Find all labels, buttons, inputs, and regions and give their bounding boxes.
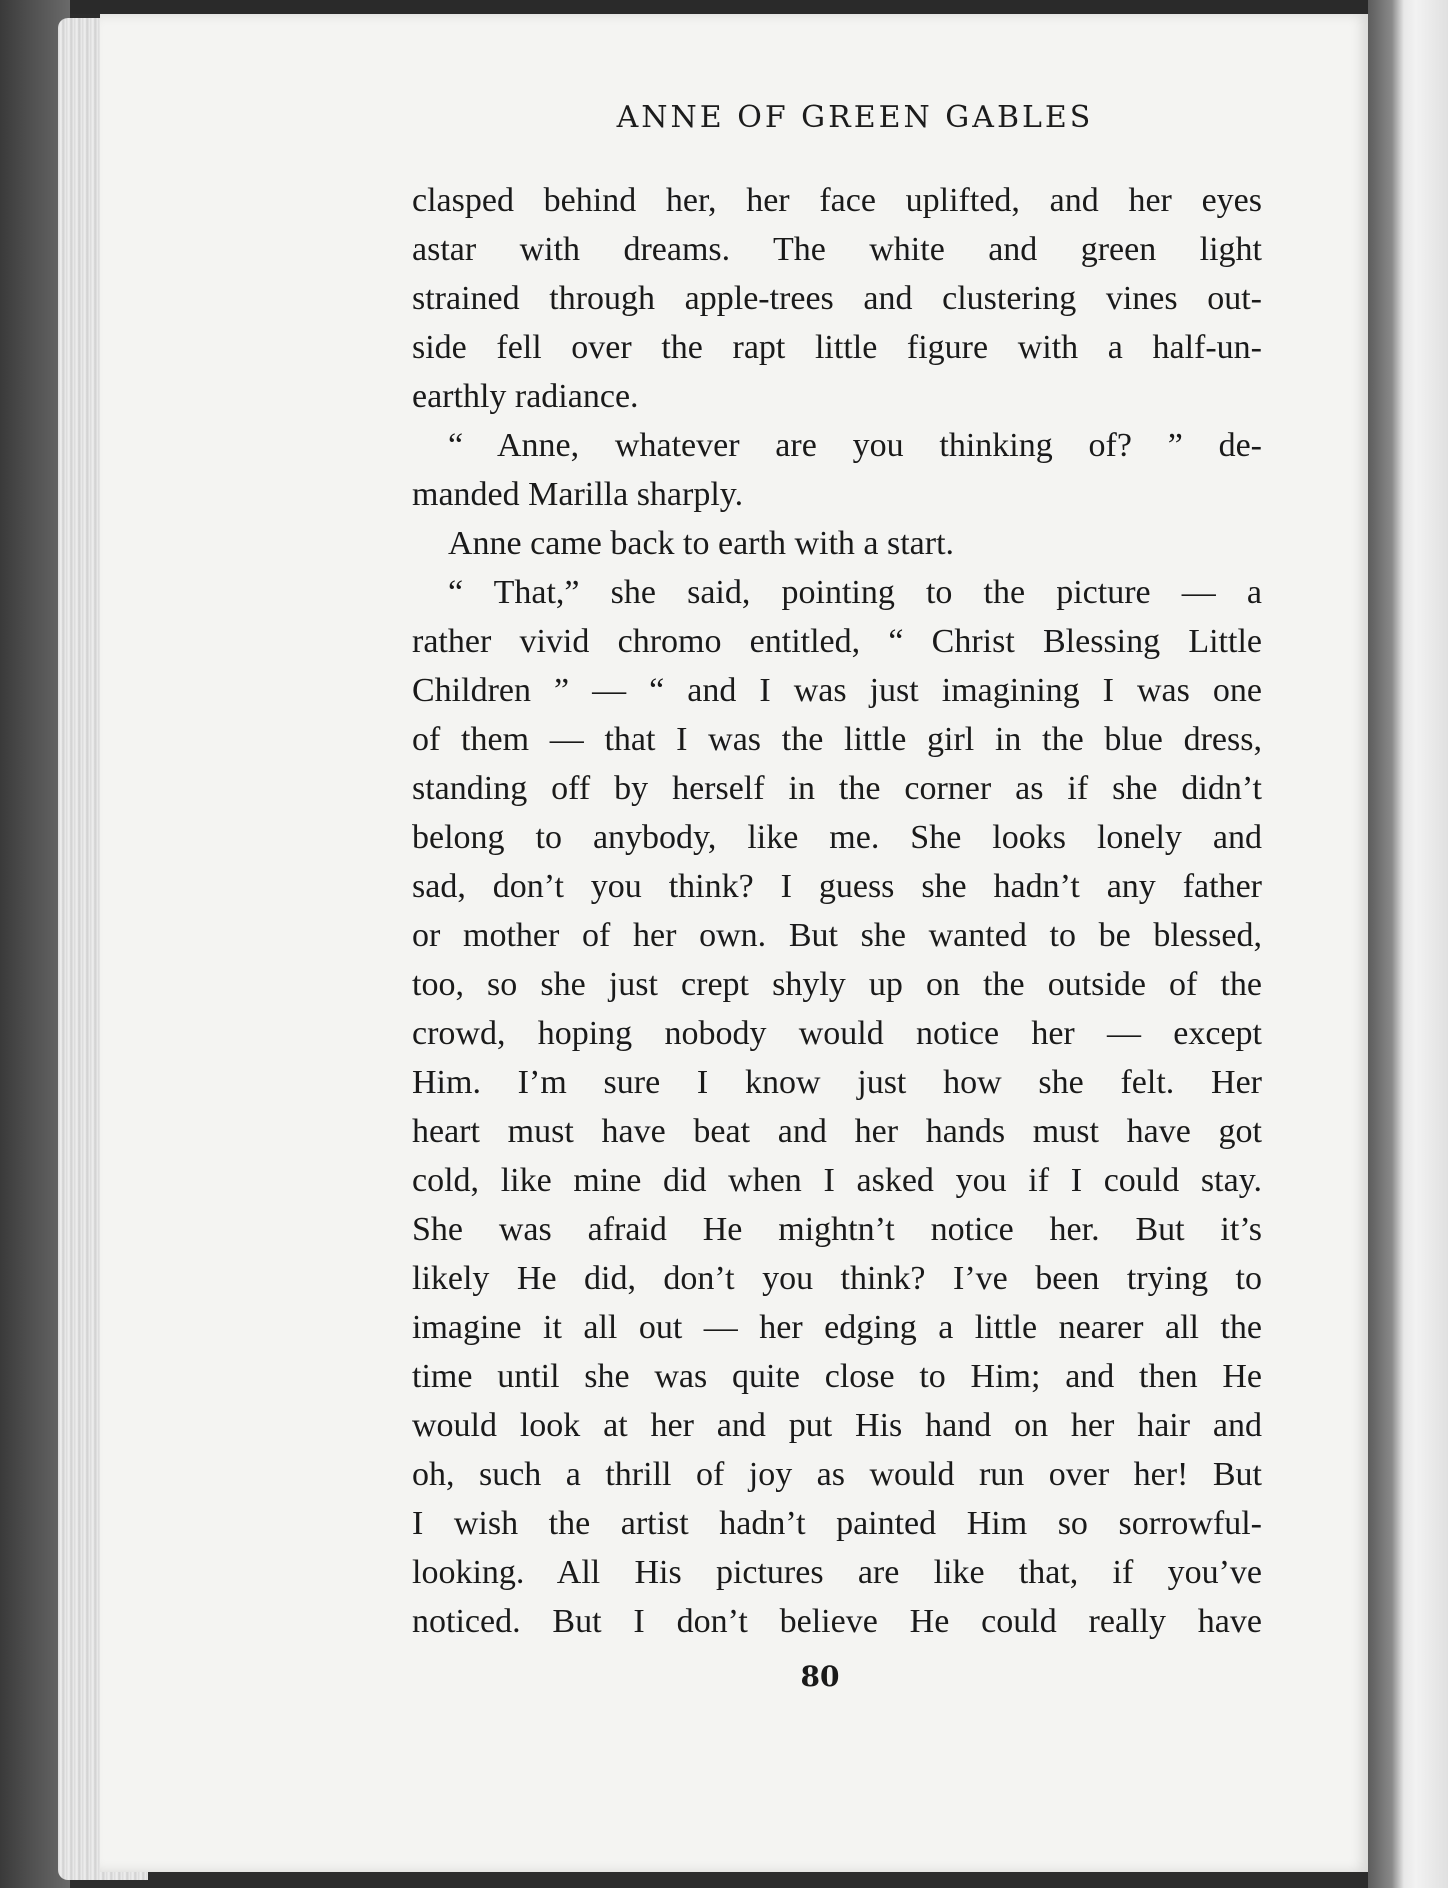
text-line: Him. I’m sure I know just how she felt. Her: [412, 1064, 1262, 1101]
text-line: Children ” — “ and I was just imagining I was one: [412, 672, 1262, 709]
text-line: earthly radiance.: [412, 378, 639, 415]
body-text: [412, 176, 1262, 1646]
text-line: She was afraid He mightn’t notice her. But it’s: [412, 1211, 1262, 1248]
text-line: Anne came back to earth with a start.: [448, 525, 955, 562]
text-line: imagine it all out — her edging a little nearer all the: [412, 1309, 1262, 1346]
running-head: ANNE OF GREEN GABLES: [616, 100, 1094, 135]
text-line: crowd, hoping nobody would notice her — except: [412, 1015, 1262, 1052]
text-line: sad, don’t you think? I guess she hadn’t any father: [412, 868, 1262, 905]
text-line: “ Anne, whatever are you thinking of? ” de-: [448, 427, 1262, 464]
text-line: cold, like mine did when I asked you if I could stay.: [412, 1162, 1262, 1199]
text-line: looking. All His pictures are like that, if you’ve: [412, 1554, 1262, 1591]
text-line: rather vivid chromo entitled, “ Christ Blessing Little: [412, 623, 1262, 660]
text-line: manded Marilla sharply.: [412, 476, 744, 513]
text-line: of them — that I was the little girl in the blue dress,: [412, 721, 1262, 758]
text-line: time until she was quite close to Him; and then He: [412, 1358, 1262, 1395]
text-line: would look at her and put His hand on her hair and: [412, 1407, 1262, 1444]
text-line: heart must have beat and her hands must have got: [412, 1113, 1262, 1150]
text-line: noticed. But I don’t believe He could really have: [412, 1603, 1262, 1640]
text-line: too, so she just crept shyly up on the outside of the: [412, 966, 1262, 1003]
text-line: I wish the artist hadn’t painted Him so sorrowful-: [412, 1505, 1262, 1542]
page-number: 80: [800, 1660, 840, 1693]
text-line: belong to anybody, like me. She looks lonely and: [412, 819, 1262, 856]
text-line: or mother of her own. But she wanted to be blessed,: [412, 917, 1262, 954]
text-line: oh, such a thrill of joy as would run over her! But: [412, 1456, 1262, 1493]
book-cover-right: [1368, 0, 1448, 1888]
text-line: standing off by herself in the corner as if she didn’t: [412, 770, 1262, 807]
text-line: “ That,” she said, pointing to the picture — a: [448, 574, 1262, 611]
scan-background-top: [0, 0, 1448, 14]
text-line: strained through apple-trees and clustering vines out-: [412, 280, 1262, 317]
text-line: likely He did, don’t you think? I’ve been trying to: [412, 1260, 1262, 1297]
text-line: astar with dreams. The white and green light: [412, 231, 1262, 268]
text-line: clasped behind her, her face uplifted, and her eyes: [412, 182, 1262, 219]
text-line: side fell over the rapt little figure with a half-un-: [412, 329, 1262, 366]
